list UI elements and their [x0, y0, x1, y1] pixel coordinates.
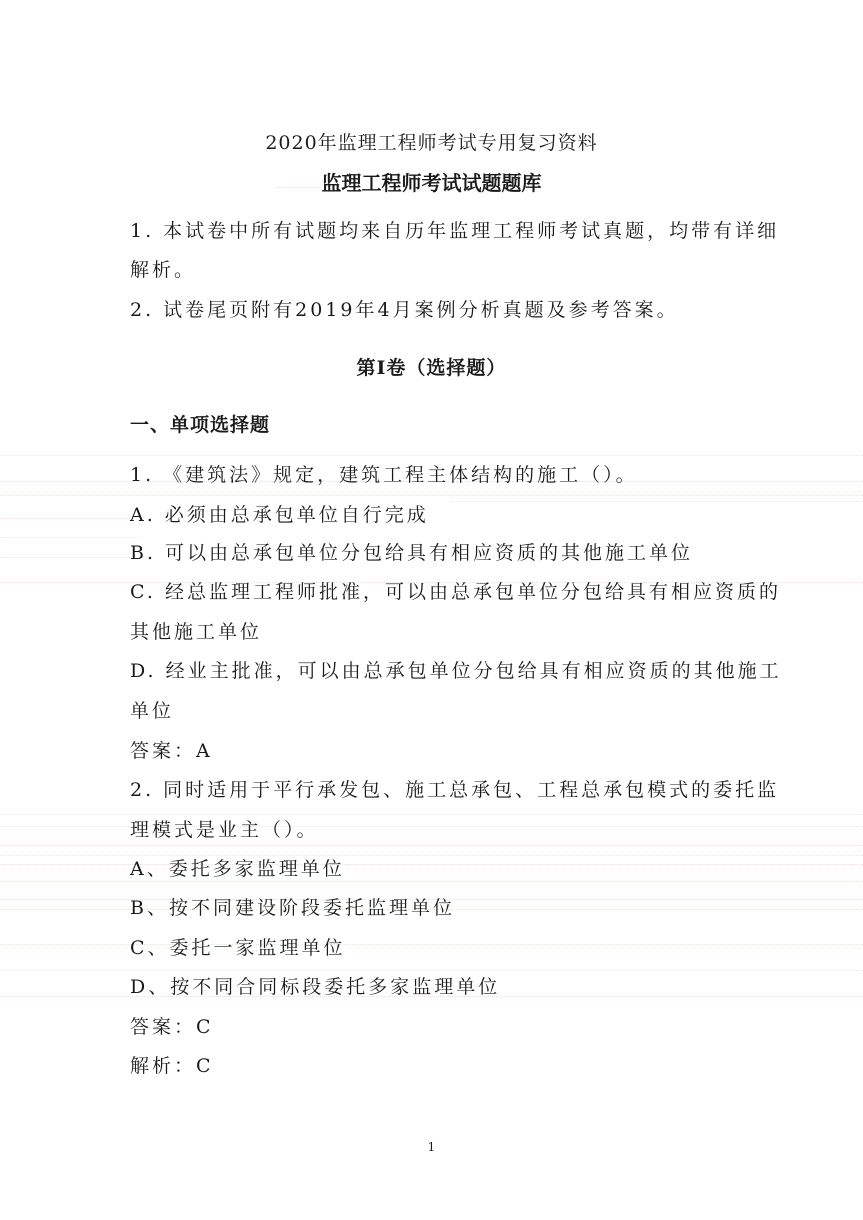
question-1-stem: 1. 《建筑法》规定，建筑工程主体结构的施工（）。	[130, 464, 638, 486]
scan-artifact-line	[0, 855, 863, 856]
question-1-option-a: A. 必须由总承包单位自行完成	[130, 504, 429, 526]
scan-artifact-line	[0, 455, 863, 456]
question-1-option-c-cont: 其他施工单位	[130, 621, 263, 643]
part-heading: 第I卷（选择题）	[356, 357, 507, 379]
page-number: 1	[427, 1140, 436, 1154]
scan-artifact-line	[0, 814, 863, 815]
question-2-option-b: B、按不同建设阶段委托监理单位	[130, 897, 455, 919]
question-2-option-a: A、委托多家监理单位	[130, 858, 345, 880]
scan-artifact-line	[0, 537, 140, 538]
note-2: 2. 试卷尾页附有2019年4月案例分析真题及参考答案。	[130, 299, 679, 321]
scan-artifact-line	[0, 881, 863, 882]
question-2-stem-cont: 理模式是业主（）。	[130, 819, 319, 841]
note-1-line-2: 解析。	[130, 259, 197, 281]
scan-artifact-line	[0, 557, 130, 558]
document-subtitle: 监理工程师考试试题题库	[321, 171, 542, 195]
question-1-option-d-cont: 单位	[130, 700, 175, 722]
scan-artifact-line	[0, 845, 863, 846]
question-2-stem: 2. 同时适用于平行承发包、施工总承包、工程总承包模式的委托监	[130, 779, 780, 801]
document-title: 2020年监理工程师考试专用复习资料	[265, 132, 598, 154]
note-1-line-1: 1. 本试卷中所有试题均来自历年监理工程师考试真题，均带有详细	[130, 220, 780, 242]
scan-artifact-line	[0, 495, 863, 496]
scan-artifact-line	[450, 501, 863, 502]
question-1-answer: 答案：A	[130, 740, 213, 762]
question-2-answer: 答案：C	[130, 1016, 214, 1038]
question-1-option-c: C. 经总监理工程师批准，可以由总承包单位分包给具有相应资质的	[130, 581, 781, 603]
scan-artifact-line	[0, 518, 130, 519]
question-1-option-d: D. 经业主批准，可以由总承包单位分包给具有相应资质的其他施工	[130, 660, 782, 682]
scan-artifact-line	[0, 970, 863, 971]
question-1-option-b: B. 可以由总承包单位分包给具有相应资质的其他施工单位	[130, 542, 694, 564]
section-heading: 一、单项选择题	[130, 414, 271, 436]
question-2-analysis: 解析：C	[130, 1055, 214, 1077]
question-2-option-d: D、按不同合同标段委托多家监理单位	[130, 976, 501, 998]
question-2-option-c: C、委托一家监理单位	[130, 937, 346, 959]
